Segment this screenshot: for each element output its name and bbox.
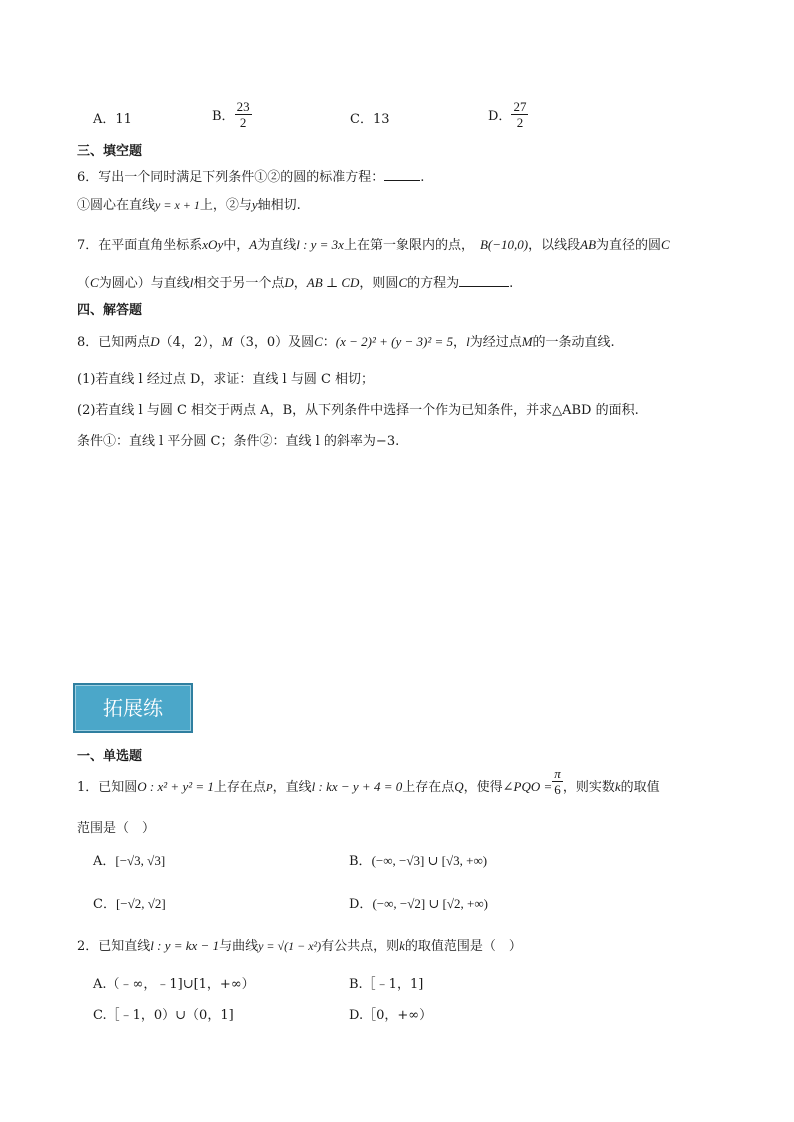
- question-6-line-1: [77, 166, 424, 185]
- extension-practice-banner: 拓展练: [73, 683, 193, 733]
- e1-option-a-label: A．: [93, 854, 116, 869]
- q6-y-axis: y: [251, 197, 258, 212]
- q5-option-b-fraction: [235, 99, 252, 130]
- e2-text: 2．已知直线: [77, 939, 151, 954]
- e1-text: 1．已知圆: [77, 780, 138, 795]
- e1-point-q: Q: [454, 779, 464, 794]
- e1-option-d-value: (−∞, −√2] ∪ [√2, +∞): [372, 896, 488, 911]
- e1-k: k: [614, 779, 621, 794]
- q7-point-b: B(−10,0): [479, 237, 529, 252]
- q7-text: 相交于另一个点: [193, 276, 285, 291]
- q8-circle-c: C: [314, 334, 323, 349]
- q6-cond2-end: 轴相切.: [257, 198, 301, 213]
- q8-text: 8．已知两点: [77, 335, 151, 350]
- q7-text: （: [77, 276, 91, 291]
- e2-line-equation: l : y = kx − 1: [150, 938, 220, 953]
- q7-text: 为圆心）与直线: [98, 276, 190, 291]
- q6-text: 6．写出一个同时满足下列条件①②的圆的标准方程：: [77, 170, 385, 185]
- e1-option-a-value: [−√3, √3]: [115, 853, 166, 868]
- q8-point-m: M: [521, 334, 533, 349]
- e1-text: 上存在点: [402, 780, 455, 795]
- q7-line-l: l: [189, 275, 194, 290]
- e1-text: ，则实数: [562, 780, 615, 795]
- q6-period: .: [420, 170, 425, 185]
- question-7-line-1: [77, 234, 670, 253]
- q8-text: ，: [453, 335, 467, 350]
- e2-text: 与曲线: [219, 939, 259, 954]
- q7-text: 为直线: [257, 238, 297, 253]
- e1-pi-over-six: [552, 766, 563, 797]
- question-8-conditions: 条件①：直线 l 平分圆 C；条件②：直线 l 的斜率为−3.: [77, 434, 400, 449]
- q7-text: 为直径的圆: [596, 238, 662, 253]
- q7-segment-ab: AB: [580, 237, 597, 252]
- section-title-solutions: 四、解答题: [77, 303, 143, 318]
- q7-xoy: xOy: [202, 237, 224, 252]
- e1-angle: ∠PQO =: [502, 779, 553, 794]
- q7-text: 上在第一象限内的点，: [343, 238, 474, 253]
- q5-option-d-fraction: [511, 99, 528, 130]
- e2-text: 有公共点，则: [321, 939, 400, 954]
- e2-option-b: B.［﹣1，1]: [349, 977, 424, 992]
- q7-point-d: D: [284, 275, 294, 290]
- answer-blank: [384, 180, 420, 181]
- q7-text: ，: [293, 276, 307, 291]
- q7-text: 的方程为: [407, 276, 460, 291]
- e1-line-equation: l : kx − y + 4 = 0: [311, 779, 403, 794]
- q8-line-l: l: [466, 334, 470, 349]
- e2-option-d: D.［0，+∞）: [349, 1008, 433, 1023]
- q7-line-equation: l : y = 3x: [296, 237, 344, 252]
- e1-option-c-value: [−√2, √2]: [115, 896, 166, 911]
- q7-circle-c: C: [90, 275, 99, 290]
- q5-option-c: C．13: [350, 112, 390, 127]
- q8-text: 为经过点: [469, 335, 522, 350]
- q7-text: ，则圆: [359, 276, 399, 291]
- q7-circle-c: C: [661, 237, 670, 252]
- q5-option-a: A．11: [93, 112, 132, 127]
- q6-line-equation: y = x + 1: [155, 198, 200, 212]
- fraction-numerator: π: [554, 766, 561, 781]
- q7-period: .: [509, 276, 514, 291]
- e1-text: 的取值: [620, 780, 660, 795]
- e1-text: ，使得: [463, 780, 503, 795]
- q7-point-a: A: [249, 237, 258, 252]
- q5-option-d-label: D．: [488, 109, 512, 124]
- e2-option-a: A.（﹣∞，﹣1]∪[1，+∞）: [93, 977, 255, 992]
- q6-cond1: ①圆心在直线: [77, 198, 156, 213]
- e2-k: k: [399, 938, 405, 953]
- e1-option-b-label: B．: [349, 854, 372, 869]
- e1-text: ，直线: [272, 780, 312, 795]
- q7-text: 中，: [223, 238, 250, 253]
- extension-question-1-line-1: [77, 766, 660, 797]
- q5-option-b: [212, 99, 252, 130]
- e1-circle-equation: O : x² + y² = 1: [137, 779, 214, 794]
- q7-text: ，以线段: [528, 238, 581, 253]
- e1-option-b: [349, 850, 487, 869]
- e2-option-c: C.［﹣1，0）∪（0，1]: [93, 1008, 234, 1023]
- e2-text: 的取值范围是（ ）: [404, 939, 522, 954]
- e1-option-b-value: (−∞, −√3] ∪ [√3, +∞): [371, 853, 488, 868]
- question-6-line-2: [77, 194, 301, 213]
- q7-text: 7．在平面直角坐标系: [77, 238, 203, 253]
- q8-circle-equation: (x − 2)² + (y − 3)² = 5: [335, 334, 454, 349]
- q7-perpendicular: AB ⊥ CD: [306, 275, 360, 290]
- e1-point-p: P: [265, 782, 273, 794]
- e1-option-d: [349, 893, 488, 912]
- q8-text: ：: [322, 335, 336, 350]
- e1-option-c: [93, 893, 166, 912]
- extension-question-1-line-2: 范围是（ ）: [77, 821, 156, 836]
- q6-cond2: 上，②与: [199, 198, 252, 213]
- section-title-single-choice: 一、单选题: [77, 749, 143, 764]
- q5-option-d: [488, 99, 528, 130]
- q8-point-d: D: [150, 334, 160, 349]
- fraction-numerator: 23: [236, 99, 250, 114]
- e1-option-c-label: C．: [93, 897, 116, 912]
- q5-option-b-label: B．: [212, 109, 235, 124]
- fraction-numerator: 27: [513, 99, 527, 114]
- extension-question-2-line-1: [77, 935, 522, 954]
- q7-circle-c: C: [398, 275, 408, 290]
- q8-text: 的一条动直线.: [532, 335, 615, 350]
- fraction-denominator: 2: [516, 115, 524, 130]
- e2-curve-equation: y = √(1 − x²): [258, 939, 322, 953]
- fraction-denominator: 6: [554, 782, 561, 797]
- e1-option-a: [93, 850, 165, 869]
- question-8-part-1: (1)若直线 l 经过点 D，求证：直线 l 与圆 C 相切；: [77, 372, 375, 387]
- q8-text: （3，0）及圆: [232, 335, 315, 350]
- e1-option-d-label: D．: [349, 897, 373, 912]
- q8-point-m: M: [221, 334, 233, 349]
- section-title-fill-in: 三、填空题: [77, 144, 143, 159]
- question-7-line-2: [77, 272, 513, 291]
- question-8-part-2: (2)若直线 l 与圆 C 相交于两点 A，B，从下列条件中选择一个作为已知条件，并求△ABD 的面积.: [77, 403, 639, 418]
- fraction-denominator: 2: [239, 115, 247, 130]
- question-8-line-1: [77, 331, 615, 350]
- answer-blank: [459, 286, 509, 287]
- q8-text: （4，2），: [159, 335, 222, 350]
- e1-text: 上存在点: [213, 780, 266, 795]
